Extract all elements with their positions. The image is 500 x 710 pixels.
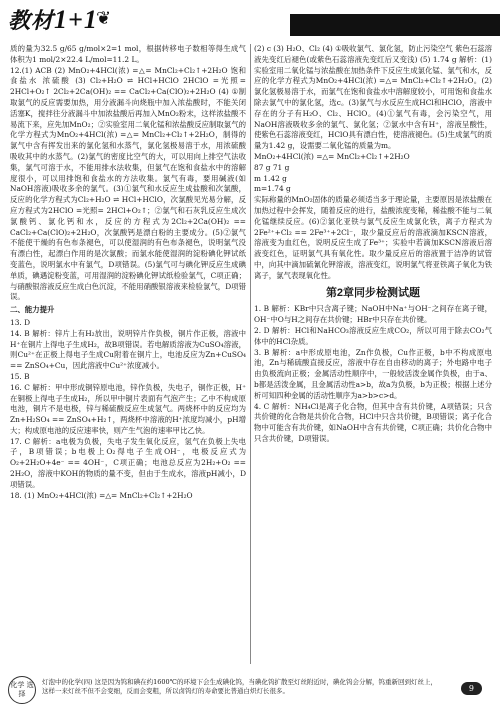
- right-column: [254, 44, 492, 445]
- right-column-bottom-paragraph: 2. D 解析：HCl和NaHCO₃溶液反应生成CO₂，所以可用于除去CO₂气体中的HCl杂质。: [254, 325, 492, 346]
- footer-text: 灯泡中的化学(四) 这是因为钨和碘在约1600℃的环境下会生成碘化钨，当碘化钨扩散至灯丝附近时，碘化钨会分解，钨重新回到灯丝上，这样一来灯丝不但不会变细，反而会变粗，所以卤钨灯的寿命要比普通白炽灯长很多。: [42, 678, 437, 695]
- header-decoration-bar: [290, 14, 500, 36]
- left-column: [10, 44, 246, 501]
- left-column-paragraph: 16. C 解析：甲中形成铜锌原电池，锌作负极，失电子，铜作正极，H⁺在铜极上得电子生成H₂，所以甲中铜片表面有气泡产生；乙中不构成原电池，铜片不是电极，锌与稀硫酸反应生成氢气。两烧杯中的反应均为Zn+H₂SO₄ == ZnSO₄+H₂↑，两烧杯中溶液的H⁺浓度均减小，pH增大；构成原电池的反应速率快，则产生气泡的速率甲比乙快。: [10, 382, 246, 435]
- right-column-top-paragraph: m 1.42 g: [254, 173, 287, 183]
- right-column-top-paragraph: (2) c (3) H₂O、Cl₂ (4) ①吸收氯气、氯化氢，防止污染空气 紫色石蕊溶液先变红后褪色(或紫色石蕊溶液先变红后又变浅) (5) 1.74 g 解析：(1)实验室用二氧化锰与浓盐酸在加热条件下反应生成氯化锰、氯气和水，反应的化学方程式为MnO₂+4HCl(浓) =△= MnCl₂+Cl₂↑+2H₂O。(2)氯化氢极易溶于水，而氯气在饱和食盐水中溶解度较小，可用饱和食盐水除去氯气中的氯化氢，选c。(3)氯气与水反应生成HCl和HClO，溶液中存在的分子有H₂O、Cl₂、HClO。(4)①氯气有毒，会污染空气，用NaOH溶液吸收多余的氯气、氯化氢；②氯水中含有H⁺，溶液呈酸性，使紫色石蕊溶液变红，HClO具有漂白性，使溶液褪色。(5)生成氯气的质量为1.42 g，设需要二氧化锰的质量为m。: [254, 44, 492, 151]
- page-number: 9: [461, 682, 482, 695]
- book-logo: [8, 4, 98, 35]
- page-header: [0, 0, 500, 44]
- right-column-bottom: [254, 304, 492, 444]
- logo-text: 教材: [8, 8, 55, 33]
- right-column-bottom-paragraph: 1. B 解析：KBr中只含离子键；NaOH中Na⁺与OH⁻之间存在离子键，OH⁻中O与H之间存在共价键；HBr中只存在共价键。: [254, 304, 492, 325]
- footer-logo: 化学 选择: [8, 676, 36, 704]
- right-column-top: [254, 44, 492, 282]
- right-column-top-paragraph: 87 g 71 g: [254, 162, 290, 172]
- left-column-paragraph: 12.(1) ACB (2) MnO₂+4HCl(浓) =△= MnCl₂+Cl₂↑+2H₂O 饱和食盐水 浓硫酸 (3) Cl₂+H₂O ⇌ HCl+HClO 2HClO =光照= 2HCl+O₂↑ 2Cl₂+2Ca(OH)₂ == CaCl₂+Ca(ClO)₂+2H₂O (4) ①制取氯气的反应需要加热，用分液漏斗向烧瓶中加入浓盐酸时，不能关闭活塞K，搅拌往分液漏斗中加浓盐酸后再加入MnO₂粉末，这样浓盐酸不易流下来，应先加MnO₂；②实验室用二氧化锰和浓盐酸反应制取氯气的化学方程式为MnO₂+4HCl(浓) =△= MnCl₂+Cl₂↑+2H₂O，制得的氯气中含有挥发出来的氯化氢和水蒸气，氯化氢极易溶于水，用浓硫酸吸收其中的水蒸气。(2)氯气的密度比空气的大，可以用向上排空气法收集，氯气可溶于水，不能用排水法收集，但氯气在饱和食盐水中的溶解度很小，可以用排饱和食盐水的方法收集。氯气有毒，要用碱液(如NaOH溶液)吸收多余的氯气。(3)①氯气和水反应生成盐酸和次氯酸，反应的化学方程式为Cl₂+H₂O ⇌ HCl+HClO，次氯酸见光易分解，反应方程式为2HClO =光照= 2HCl+O₂↑；②氯气和石灰乳反应生成次氯酸钙、氯化钙和水，反应的方程式为2Cl₂+2Ca(OH)₂ == CaCl₂+Ca(ClO)₂+2H₂O，次氯酸钙是漂白粉的主要成分。(5)②氯气不能使干燥的有色布条褪色，可以使湿润的有色布条褪色，说明氯气没有漂白性，起漂白作用的是次氯酸；而氯水能使湿润的淀粉碘化钾试纸变蓝色，说明氯水中有氯气，D项错误。(5)氯气可与碘化钾反应生成碘单质，碘遇淀粉变蓝，可用湿润的淀粉碘化钾试纸检验氯气，C项正确；与硝酸银溶液反应生成白色沉淀，不能用硝酸银溶液来检验氯气，D项错误。: [10, 65, 246, 302]
- right-column-bottom-paragraph: 4. C 解析：NH₄Cl是离子化合物，但其中含有共价键，A项错误；只含共价键的化合物是共价化合物，HCl中只含共价键，B项错误；离子化合物中可能含有共价键，如NaOH中含有共价键，C项正确；共价化合物中只含共价键，D项错误。: [254, 401, 492, 443]
- left-column-paragraph: 17. C 解析：a电极为负极，失电子发生氧化反应，氢气在负极上失电子，B项错误；b电极上O₂得电子生成OH⁻，电极反应式为O₂+2H₂O+4e⁻ == 4OH⁻，C项正确；电池总反应为2H₂+O₂ == 2H₂O，溶液中KOH的物质的量不变，但由于生成水，溶液pH减小，D项错误。: [10, 436, 246, 489]
- left-column-paragraph: 15. B: [10, 371, 30, 381]
- leaf-icon: ❦: [96, 8, 112, 29]
- chapter-title: 第2章同步检测试题: [325, 286, 421, 299]
- left-column-paragraph: 14. B 解析：锌片上有H₂放出，说明锌片作负极，铜片作正极，溶液中H⁺在铜片上得电子生成H₂，故B项错误。若电解质溶液为CuSO₄溶液，则Cu²⁺在正极上得电子生成Cu附着在铜片上，电池反应为Zn+CuSO₄ == ZnSO₄+Cu，因此溶液中Cu²⁺浓度减小。: [10, 328, 246, 371]
- column-divider: [250, 44, 251, 664]
- left-column-paragraph: 二、能力提升: [10, 305, 55, 315]
- page-footer: [0, 672, 500, 710]
- left-column-paragraph: 18. (1) MnO₂+4HCl(浓) =△= MnCl₂+Cl₂↑+2H₂O: [10, 490, 193, 500]
- left-column-paragraph: 质的量为32.5 g/65 g/mol×2=1 mol，根据转移电子数相等得生成气体积为1 mol/2×22.4 L/mol=11.2 L。: [10, 44, 246, 64]
- logo-number: 1+1: [54, 5, 98, 34]
- right-column-bottom-paragraph: 3. B 解析：a中形成原电池，Zn作负极，Cu作正极，b中不构成原电池，Zn与稀硫酸直接反应，溶液中存在自由移动的离子；外电路中电子由负极流向正极；金属活动性顺序中，一般较活泼金属作负极，由于a、b都是活泼金属，且金属活动性a>b，故a为负极，b为正极；根据上述分析可知四种金属的活动性顺序为a>b>c>d。: [254, 347, 492, 400]
- right-column-top-paragraph: MnO₂+4HCl(浓) =△= MnCl₂+Cl₂↑+2H₂O: [254, 151, 410, 161]
- right-column-top-paragraph: 实际称量的MnO₂固体的质量必须适当多于理论量，主要原因是浓盐酸在加热过程中会挥发，随着反应的进行，盐酸浓度变稀，稀盐酸不能与二氧化锰继续反应。(6)②氯化亚铁与氯气反应生成氯化铁，离子方程式为2Fe²⁺+Cl₂ == 2Fe³⁺+2Cl⁻，取少量反应后的溶液滴加KSCN溶液，溶液变为血红色，说明反应生成了Fe³⁺；实验中若滴加KSCN溶液后溶液变红色，证明氯气具有氧化性。取少量反应后的溶液置于洁净的试管中，向其中滴加硫氰化钾溶液，溶液变红，说明氯气将亚铁离子氧化为铁离子，氯气表现氧化性。: [254, 195, 492, 280]
- right-column-top-paragraph: m=1.74 g: [254, 184, 291, 194]
- left-column-paragraph: 13. D: [10, 317, 31, 327]
